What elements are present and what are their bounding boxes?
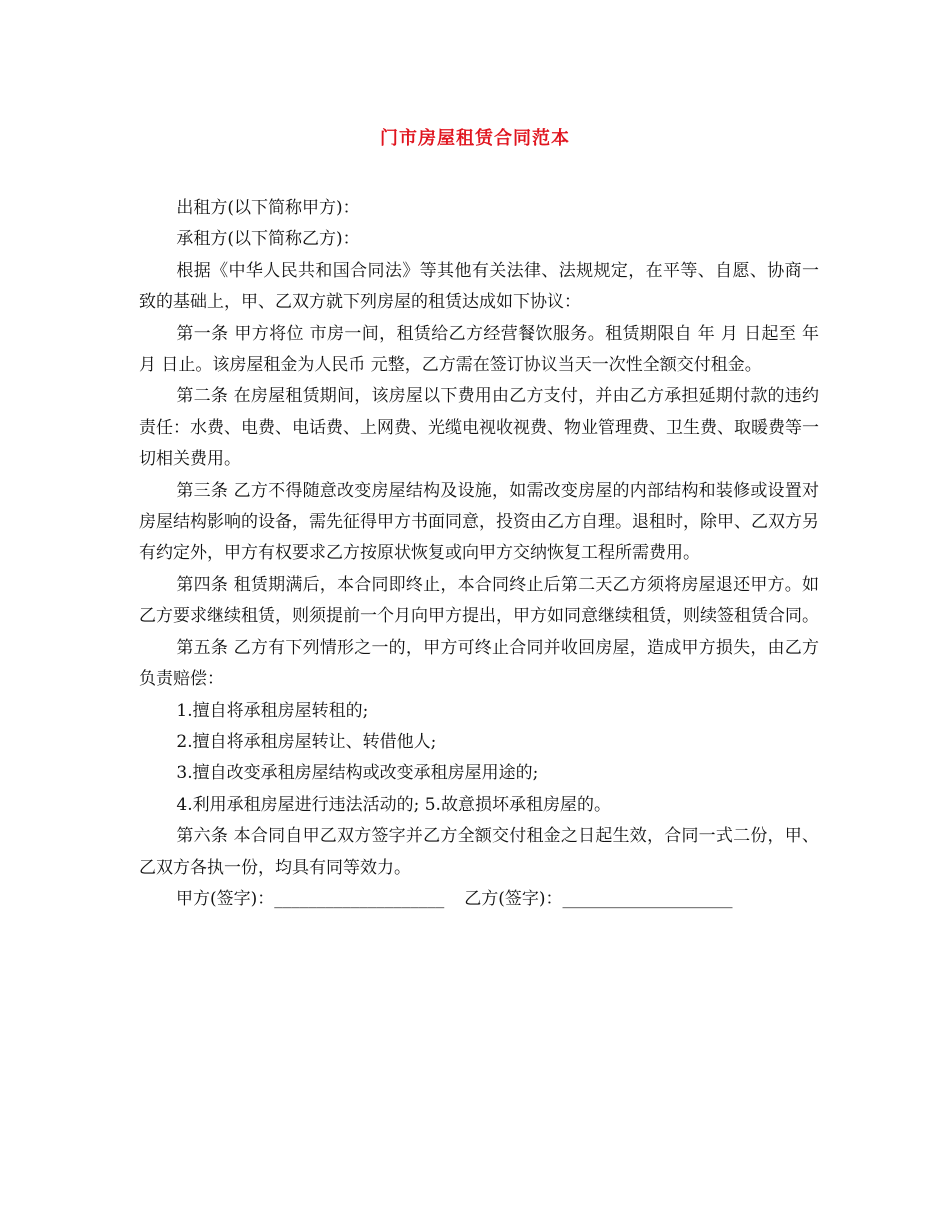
article-1-paragraph: 第一条 甲方将位 市房一间，租赁给乙方经营餐饮服务。租赁期限自 年 月 日起至 年 月 日止。该房屋租金为人民币 元整，乙方需在签订协议当天一次性全额交付租金。 [139, 323, 819, 376]
party-a-signature-line: ____________________ [274, 888, 445, 909]
list-item: 1.擅自将承租房屋转租的; [176, 700, 369, 721]
party-b-signature-label: 乙方(签字)： [464, 888, 563, 909]
party-b-line: 承租方(以下简称乙方)： [176, 229, 360, 250]
preamble-paragraph: 根据《中华人民共和国合同法》等其他有关法律、法规规定，在平等、自愿、协商一致的基础上，甲、乙双方就下列房屋的租赁达成如下协议： [139, 260, 819, 313]
article-5-paragraph: 第五条 乙方有下列情形之一的，甲方可终止合同并收回房屋，造成甲方损失，由乙方负责赔偿： [139, 637, 819, 690]
signature-row [139, 884, 819, 915]
party-b-signature-line: ____________________ [562, 888, 733, 909]
list-item: 2.擅自将承租房屋转让、转借他人; [176, 731, 437, 752]
article-6-paragraph: 第六条 本合同自甲乙双方签字并乙方全额交付租金之日起生效，合同一式二份，甲、乙双方各执一份，均具有同等效力。 [139, 826, 819, 878]
document-body [139, 193, 819, 915]
list-item: 3.擅自改变承租房屋结构或改变承租房屋用途的; [176, 763, 539, 784]
article-4-paragraph: 第四条 租赁期满后，本合同即终止，本合同终止后第二天乙方须将房屋退还甲方。如乙方要求继续租赁，则须提前一个月向甲方提出，甲方如同意继续租赁，则续签租赁合同。 [139, 574, 819, 627]
article-3-paragraph: 第三条 乙方不得随意改变房屋结构及设施，如需改变房屋的内部结构和装修或设置对房屋结构影响的设备，需先征得甲方书面同意，投资由乙方自理。退租时，除甲、乙双方另有约定外，甲方有权要求乙方按原状恢复或向甲方交纳恢复工程所需费用。 [139, 480, 819, 564]
party-a-line: 出租方(以下简称甲方)： [176, 198, 360, 218]
list-item: 4.利用承租房屋进行违法活动的; 5.故意损坏承租房屋的。 [176, 794, 611, 815]
article-2-paragraph: 第二条 在房屋租赁期间，该房屋以下费用由乙方支付，并由乙方承担延期付款的违约责任：水费、电费、电话费、上网费、光缆电视收视费、物业管理费、卫生费、取暖费等一切相关费用。 [139, 386, 819, 470]
document-title: 门市房屋租赁合同范本 [380, 128, 570, 149]
party-a-signature-label: 甲方(签字)： [176, 888, 275, 909]
